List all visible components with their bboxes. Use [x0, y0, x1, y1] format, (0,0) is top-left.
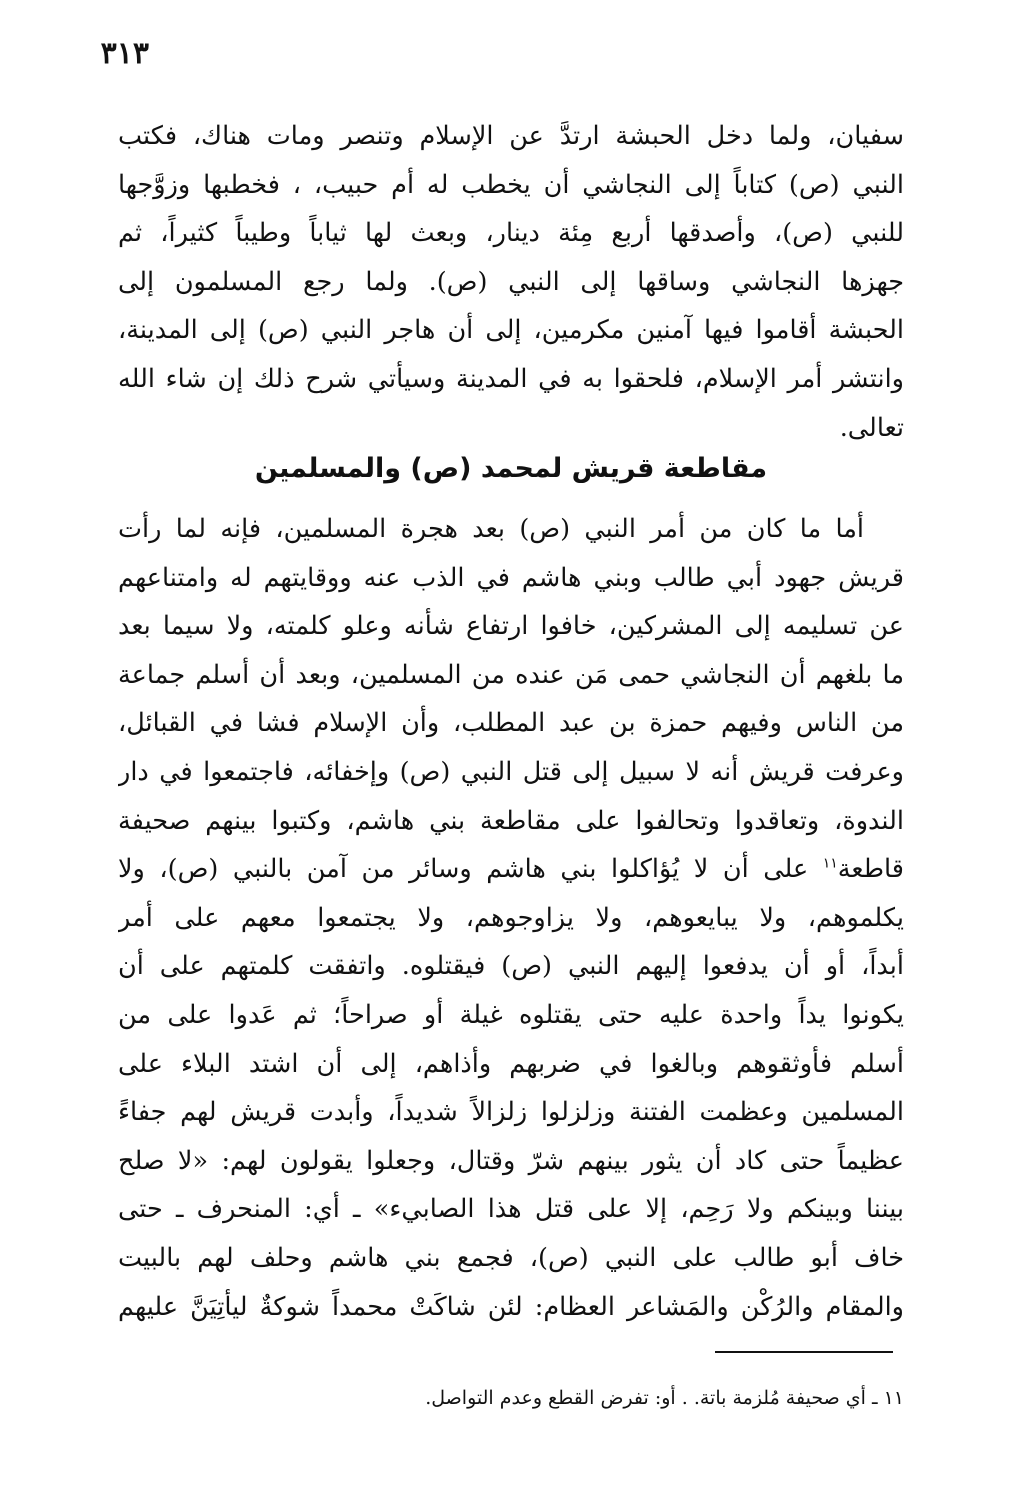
text-line: أما ما كان من أمر النبي (ص) بعد هجرة المسلمين، فإنه لما رأت [118, 514, 864, 544]
text-line: أسلم فأوثقوهم وبالغوا في ضربهم وأذاهم، إلى أن اشتد البلاء على [118, 1048, 904, 1079]
text-line: وعرفت قريش أنه لا سبيل إلى قتل النبي (ص) وإخفائه، فاجتمعوا في دار [118, 756, 904, 787]
text-line: بيننا وبينكم ولا رَحِم، إلا على قتل هذا الصابيء» ـ أي: المنحرف ـ حتى [118, 1194, 904, 1225]
footnote-divider [715, 1351, 893, 1353]
text-line: للنبي (ص)، وأصدقها أربع مِئة دينار، وبعث لها ثياباً وطيباً كثيراً، ثم [118, 218, 904, 249]
section-heading: مقاطعة قريش لمحمد (ص) والمسلمين [254, 453, 768, 484]
text-line: عن تسليمه إلى المشركين، خافوا ارتفاع شأنه وعلو كلمته، ولا سيما بعد [118, 611, 904, 642]
text-line: يكونوا يداً واحدة عليه حتى يقتلوه غيلة أو صراحاً؛ ثم عَدوا على من [118, 999, 904, 1030]
text-line: الندوة، وتعاقدوا وتحالفوا على مقاطعة بني هاشم، وكتبوا بينهم صحيفة [118, 805, 904, 836]
text-line: المسلمين وعظمت الفتنة وزلزلوا زلزالاً شديداً، وأبدت قريش لهم جفاءً [118, 1097, 904, 1128]
footnote-reference: ١١ [822, 855, 838, 872]
text-line-with-footnote [118, 845, 904, 894]
text-line: يكلموهم، ولا يبايعوهم، ولا يزاوجوهم، ولا يجتمعوا معهم على أمر [118, 902, 904, 933]
paragraph-1 [118, 112, 904, 452]
page-number: ٣١٣ [100, 36, 149, 71]
text-line: من الناس وفيهم حمزة بن عبد المطلب، وأن الإسلام فشا في القبائل، [118, 708, 904, 739]
footnote-line-end: على أن لا يُؤاكلوا بني هاشم وسائر من آمن بالنبي (ص)، ولا [118, 854, 823, 885]
text-line: والمقام والرُكْن والمَشاعر العظام: لئن شاكَتْ محمداً شوكةٌ ليأتِيَنَّ عليهم [118, 1291, 904, 1322]
text-line: ما بلغهم أن النجاشي حمى مَن عنده من المسلمين، وبعد أن أسلم جماعة [118, 659, 904, 690]
footnote-line-start: قاطعة [837, 854, 904, 885]
paragraph-2 [118, 505, 904, 1331]
text-line: تعالى. [839, 412, 904, 443]
text-line: عظيماً حتى كاد أن يثور بينهم شرّ وقتال، وجعلوا يقولون لهم: «لا صلح [118, 1145, 904, 1176]
text-line: الحبشة أقاموا فيها آمنين مكرمين، إلى أن هاجر النبي (ص) إلى المدينة، [118, 315, 904, 346]
text-line: النبي (ص) كتاباً إلى النجاشي أن يخطب له أم حبيب، ، فخطبها وزوَّجها [118, 169, 904, 200]
text-line: قريش جهود أبي طالب وبني هاشم في الذب عنه ووقايتهم له وامتناعهم [118, 562, 904, 593]
text-line: جهزها النجاشي وساقها إلى النبي (ص). ولما رجع المسلمون إلى [118, 266, 904, 297]
text-line: خاف أبو طالب على النبي (ص)، فجمع بني هاشم وحلف لهم بالبيت [118, 1242, 904, 1273]
footnote: ١١ ـ أي صحيفة مُلزمة باتة. . أو: تفرض القطع وعدم التواصل. [425, 1387, 904, 1409]
text-line: وانتشر أمر الإسلام، فلحقوا به في المدينة وسيأتي شرح ذلك إن شاء الله [118, 363, 904, 394]
text-line: سفيان، ولما دخل الحبشة ارتدَّ عن الإسلام وتنصر ومات هناك، فكتب [118, 121, 904, 151]
text-line: أبداً، أو أن يدفعوا إليهم النبي (ص) فيقتلوه. واتفقت كلمتهم على أن [118, 951, 904, 982]
